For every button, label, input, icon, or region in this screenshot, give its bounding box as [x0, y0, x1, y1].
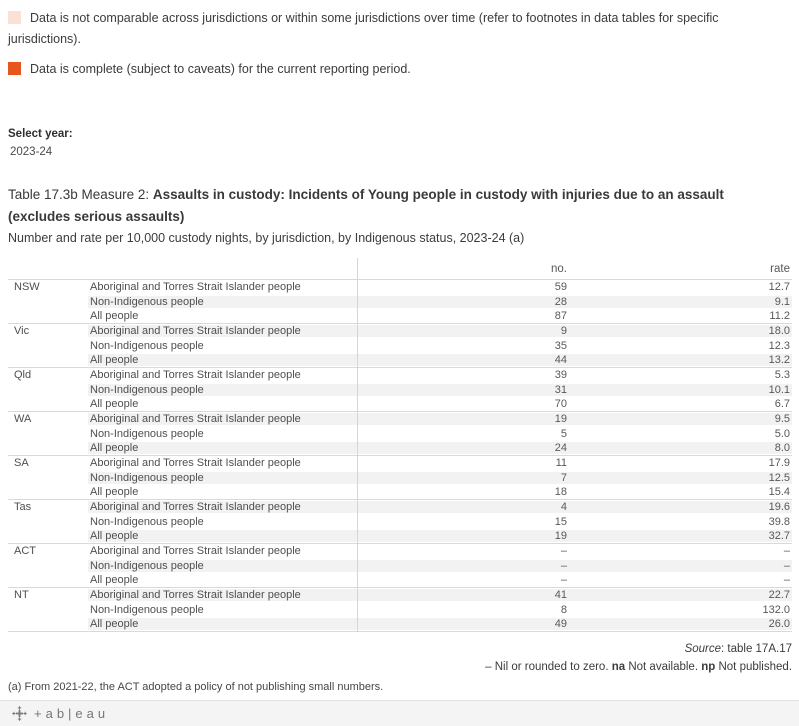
no-value: – [560, 545, 567, 558]
status-label: Non-Indigenous people [90, 515, 204, 528]
legend [8, 8, 764, 89]
table-row[interactable] [8, 544, 792, 558]
jurisdiction-label: Vic [14, 325, 30, 338]
tableau-wordmark: +ab|eau [34, 706, 110, 721]
status-label: All people [90, 574, 139, 587]
table-row[interactable] [8, 588, 792, 602]
table-row[interactable] [8, 485, 792, 499]
status-label: All people [88, 618, 357, 630]
legend-item-complete [8, 59, 764, 80]
no-value: 24 [357, 442, 569, 454]
table-row[interactable] [8, 353, 792, 367]
status-label: All people [90, 397, 139, 410]
no-value: 19 [357, 530, 569, 542]
symbols-part: Not published. [715, 661, 792, 673]
no-value: – [357, 560, 569, 572]
status-label: Aboriginal and Torres Strait Islander people [88, 413, 357, 425]
jurisdiction-label: NT [14, 589, 29, 602]
status-label: Non-Indigenous people [88, 472, 357, 484]
no-value: 28 [357, 296, 569, 308]
jurisdiction-label: Qld [14, 369, 32, 382]
source-label: Source [684, 643, 722, 655]
jurisdiction-label: NSW [14, 281, 40, 294]
rate-value: 10.1 [569, 384, 792, 396]
table-row[interactable] [8, 368, 792, 382]
symbols-part: Not available. [625, 661, 702, 673]
status-label: Aboriginal and Torres Strait Islander people [90, 369, 301, 382]
no-value: 59 [554, 281, 567, 294]
status-label: Aboriginal and Torres Strait Islander people [90, 457, 301, 470]
table-row[interactable] [8, 426, 792, 440]
table-row[interactable] [8, 617, 792, 631]
tableau-sparkle-icon [12, 706, 27, 721]
table-title [8, 184, 756, 249]
rate-value: 26.0 [569, 618, 792, 630]
status-label: Non-Indigenous people [88, 560, 357, 572]
table-row[interactable] [8, 294, 792, 308]
source-value: : table 17A.17 [721, 643, 792, 655]
rate-value: 132.0 [762, 603, 790, 616]
table-body [8, 280, 792, 632]
status-label: All people [88, 442, 357, 454]
no-value: 39 [554, 369, 567, 382]
data-table [8, 258, 792, 632]
status-label: Aboriginal and Torres Strait Islander people [88, 325, 357, 337]
no-value: 5 [560, 427, 567, 440]
table-row[interactable] [8, 412, 792, 426]
status-label: Aboriginal and Torres Strait Islander people [88, 589, 357, 601]
rate-value: 8.0 [569, 442, 792, 454]
table-row[interactable] [8, 603, 792, 617]
rate-value: 18.0 [569, 325, 792, 337]
status-label: All people [88, 530, 357, 542]
status-label: Aboriginal and Torres Strait Islander people [90, 545, 301, 558]
no-value: 8 [560, 603, 567, 616]
table-header-row [8, 258, 792, 280]
rate-value: 5.3 [774, 369, 790, 382]
table-group-tas [8, 499, 792, 543]
no-value: 4 [357, 501, 569, 513]
rate-value: – [569, 560, 792, 572]
jurisdiction-label: Tas [14, 501, 32, 514]
status-label: Non-Indigenous people [88, 296, 357, 308]
rate-value: 19.6 [569, 501, 792, 513]
no-value: 87 [554, 309, 567, 322]
table-row[interactable] [8, 338, 792, 352]
table-group-sa [8, 455, 792, 499]
symbols-np: np [701, 661, 716, 673]
table-group-nt [8, 587, 792, 631]
no-value: 7 [357, 472, 569, 484]
rate-value: 32.7 [569, 530, 792, 542]
title-prefix: Table 17.3b Measure 2: [8, 187, 153, 202]
no-value: 18 [554, 485, 567, 498]
legend-item-not-comparable [8, 8, 764, 50]
no-value: 49 [357, 618, 569, 630]
no-value: 31 [357, 384, 569, 396]
table-row[interactable] [8, 500, 792, 514]
table-row[interactable] [8, 309, 792, 323]
rate-value: 22.7 [569, 589, 792, 601]
status-label: Aboriginal and Torres Strait Islander people [88, 501, 357, 513]
footnote-a: (a) From 2021-22, the ACT adopted a policy of not publishing small numbers. [8, 681, 384, 693]
table-row[interactable] [8, 470, 792, 484]
tableau-logo[interactable] [12, 706, 109, 721]
status-label: All people [88, 354, 357, 366]
rate-value: – [783, 574, 790, 587]
no-value: 41 [357, 589, 569, 601]
no-value: 35 [554, 339, 567, 352]
rate-value: 39.8 [768, 515, 790, 528]
rate-value: 9.1 [569, 296, 792, 308]
rate-value: 6.7 [774, 397, 790, 410]
rate-value: 12.3 [768, 339, 790, 352]
table-group-qld [8, 367, 792, 411]
table-group-nsw [8, 280, 792, 323]
no-value: 19 [357, 413, 569, 425]
table-group-vic [8, 323, 792, 367]
rate-value: 11.2 [769, 309, 790, 322]
rate-value: 17.9 [768, 457, 790, 470]
no-value: 44 [357, 354, 569, 366]
legend-text-complete: Data is complete (subject to caveats) for the current reporting period. [30, 62, 411, 76]
rate-value: 15.4 [768, 485, 790, 498]
status-label: Non-Indigenous people [90, 603, 204, 616]
table-row[interactable] [8, 529, 792, 543]
symbols-part: – Nil or rounded to zero. [485, 661, 612, 673]
table-row[interactable] [8, 324, 792, 338]
rate-value: 12.7 [768, 281, 790, 294]
table-group-wa [8, 411, 792, 455]
select-year-value[interactable]: 2023-24 [10, 146, 53, 158]
table-row[interactable] [8, 456, 792, 470]
legend-text-not-comparable: Data is not comparable across jurisdictions or within some jurisdictions over time (refer to footnotes in data tables for specific jurisdictions). [8, 11, 719, 46]
rate-value: 12.5 [569, 472, 792, 484]
legend-swatch-complete-icon [8, 62, 21, 75]
tableau-toolbar [0, 700, 799, 726]
legend-swatch-not-comparable-icon [8, 11, 21, 24]
rate-value: 9.5 [569, 413, 792, 425]
table-row[interactable] [8, 280, 792, 294]
no-value: 9 [357, 325, 569, 337]
status-label: All people [90, 485, 139, 498]
column-divider [357, 258, 358, 632]
source-note [685, 643, 792, 655]
table-row[interactable] [8, 515, 792, 529]
jurisdiction-label: ACT [14, 545, 36, 558]
table-row[interactable] [8, 441, 792, 455]
jurisdiction-label: WA [14, 413, 32, 426]
title-main: Assaults in custody: Incidents of Young people in custody with injuries due to an assault (excludes serious assaults) [8, 187, 724, 224]
table-row[interactable] [8, 573, 792, 587]
status-label: Aboriginal and Torres Strait Islander people [90, 281, 301, 294]
no-value: – [560, 574, 567, 587]
table-row[interactable] [8, 559, 792, 573]
status-label: All people [90, 309, 139, 322]
status-label: Non-Indigenous people [88, 384, 357, 396]
symbols-note [485, 661, 792, 673]
header-no: no. [551, 262, 567, 275]
rate-value: – [783, 545, 790, 558]
jurisdiction-label: SA [14, 457, 29, 470]
no-value: 11 [555, 457, 567, 470]
symbols-na: na [611, 661, 626, 673]
status-label: Non-Indigenous people [90, 427, 204, 440]
rate-value: 13.2 [569, 354, 792, 366]
rate-value: 5.0 [774, 427, 790, 440]
table-row[interactable] [8, 382, 792, 396]
table-subtitle: Number and rate per 10,000 custody nights, by jurisdiction, by Indigenous status, 2023-24 (a) [8, 231, 525, 245]
table-group-act [8, 543, 792, 587]
no-value: 15 [554, 515, 567, 528]
select-year-label: Select year: [8, 128, 73, 140]
table-row[interactable] [8, 397, 792, 411]
status-label: Non-Indigenous people [90, 339, 204, 352]
header-rate: rate [770, 262, 790, 275]
no-value: 70 [554, 397, 567, 410]
